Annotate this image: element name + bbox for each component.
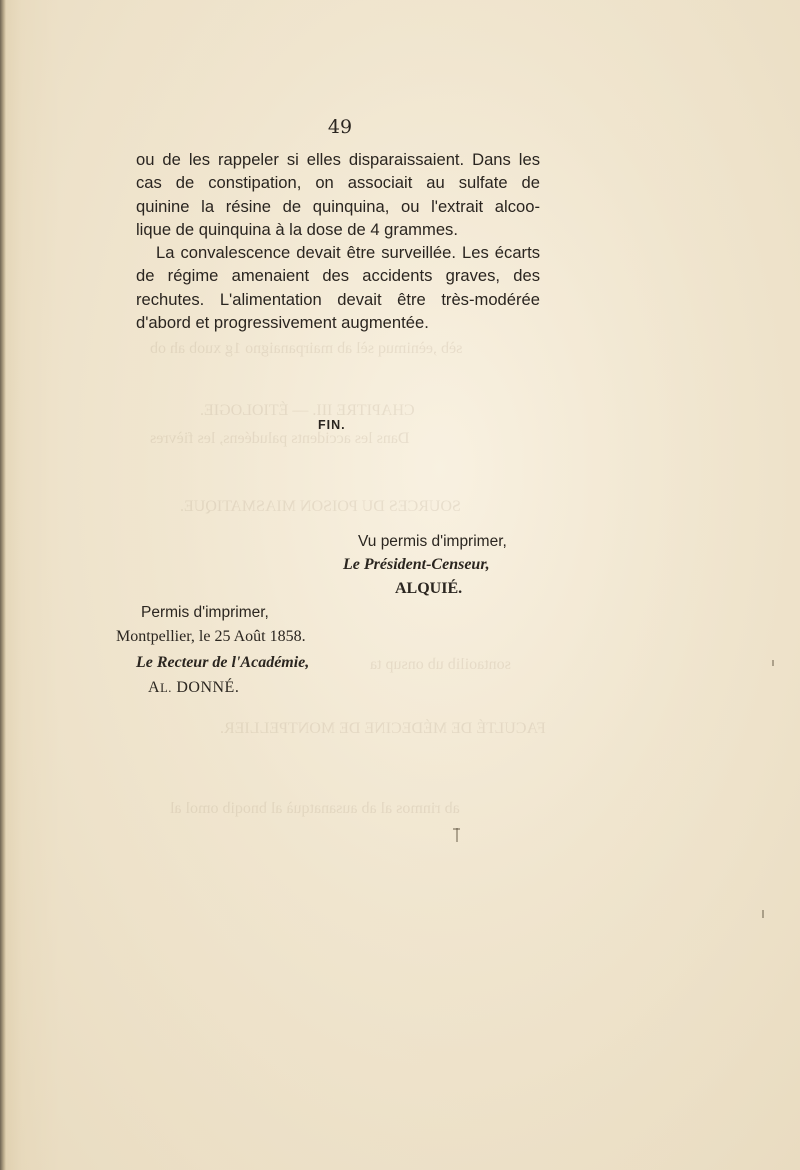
- body-line: La convalescence devait être surveillée. Les écarts: [156, 243, 540, 263]
- stray-ink-mark: [772, 660, 774, 666]
- body-line: d'abord et progressivement augmentée.: [136, 313, 429, 333]
- stray-ink-mark: [453, 828, 460, 830]
- show-through-text: sontaoilib ub onsup ta: [370, 656, 511, 673]
- body-line: de régime amenaient des accidents graves, des: [136, 266, 540, 286]
- end-mark: FIN.: [318, 418, 346, 432]
- show-through-text: FACULTÉ DE MÉDECINE DE MONTPELLIER.: [220, 720, 546, 737]
- body-paragraphs: [136, 148, 540, 334]
- show-through-text: SOURCES DU POISON MIASMATIQUE.: [180, 498, 461, 515]
- page-number: 49: [327, 116, 353, 138]
- recteur-title: Le Recteur de l'Académie,: [136, 654, 310, 671]
- body-line: ou de les rappeler si elles disparaissaient. Dans les: [136, 150, 540, 169]
- body-line: rechutes. L'alimentation devait être très-modérée: [136, 289, 540, 309]
- show-through-text: Dans les accidents paludéens, les fièvres: [150, 430, 410, 447]
- president-censeur-name: ALQUIÉ.: [395, 580, 463, 597]
- recteur-surname: DONNÉ.: [176, 679, 240, 696]
- show-through-text: CHAPITRE III. — ÉTIOLOGIE.: [200, 402, 415, 419]
- place-and-date: Montpellier, le 25 Août 1858.: [116, 628, 306, 645]
- stray-ink-mark: [456, 828, 458, 842]
- imprimatur-president-line: Vu permis d'imprimer,: [358, 533, 507, 550]
- body-line: lique de quinquina à la dose de 4 grammes.: [136, 219, 458, 239]
- recteur-name-initial: A: [148, 679, 161, 696]
- show-through-text: sèb ,eènimuq sèl ab mairpanaigno 1g xuob ah ob: [150, 340, 463, 357]
- recteur-name-smallcaps: L.: [160, 681, 172, 695]
- recteur-name: [148, 679, 239, 697]
- body-line: quinine la résine de quinquina, ou l'extrait alcoo-: [136, 196, 540, 216]
- imprimatur-recteur-line: Permis d'imprimer,: [141, 604, 269, 621]
- body-line: cas de constipation, on associait au sulfate de: [136, 173, 540, 193]
- show-through-text: ab rinmos al ab ausanatquà al bnoqib omol al: [170, 800, 460, 817]
- president-censeur-title: Le Président-Censeur,: [343, 556, 490, 573]
- stray-ink-mark: [762, 910, 764, 918]
- page-binding-edge: [0, 0, 6, 1170]
